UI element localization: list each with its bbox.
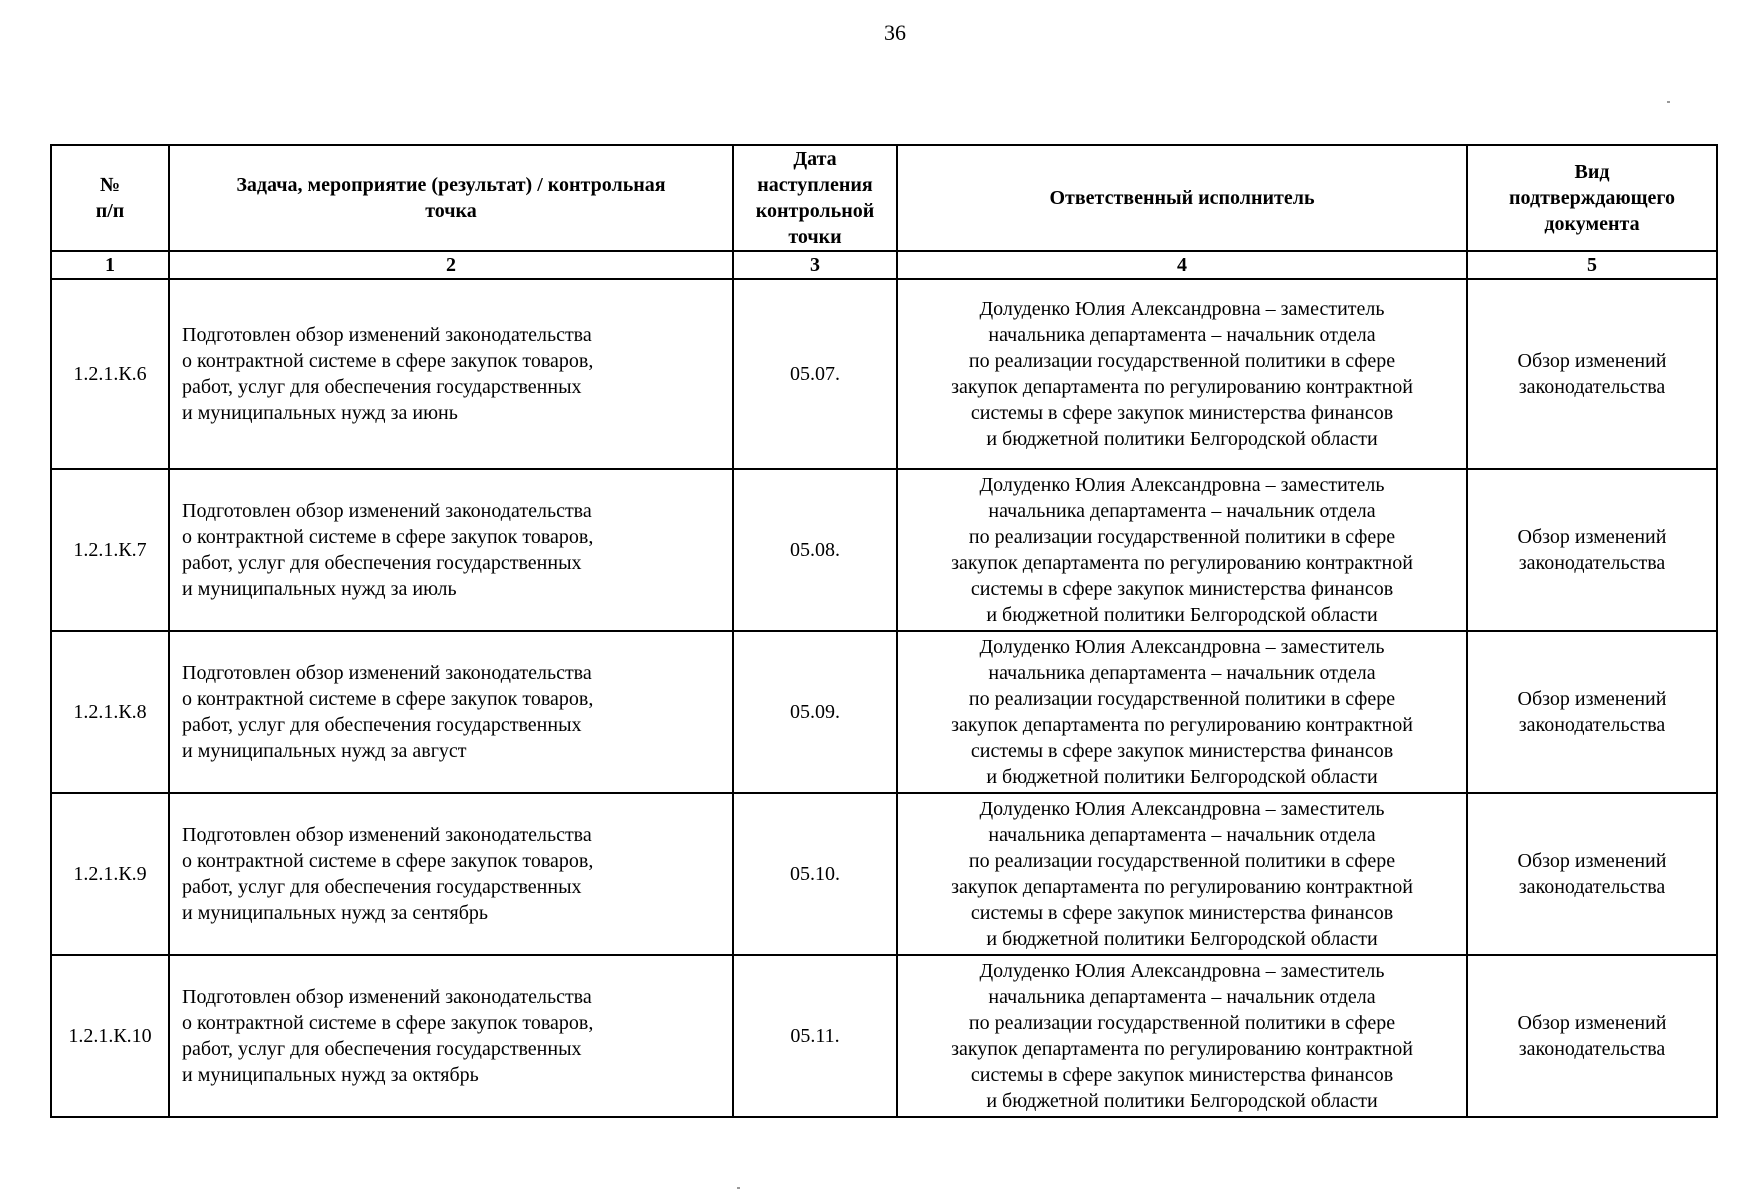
task-line: работ, услуг для обеспечения государственных	[182, 552, 582, 574]
row-task	[169, 631, 733, 793]
task-line: о контрактной системе в сфере закупок товаров,	[182, 350, 594, 372]
responsible-line: начальника департамента – начальник отдела	[988, 324, 1376, 346]
responsible-line: и бюджетной политики Белгородской области	[986, 428, 1378, 450]
row-date: 05.09.	[733, 631, 897, 793]
task-line: и муниципальных нужд за октябрь	[182, 1064, 479, 1086]
control-points-table	[50, 144, 1718, 1118]
responsible-line: закупок департамента по регулированию контрактной	[951, 876, 1413, 898]
task-line: и муниципальных нужд за август	[182, 740, 467, 762]
table-row	[51, 469, 1717, 631]
responsible-line: системы в сфере закупок министерства финансов	[970, 1064, 1394, 1086]
row-number: 1.2.1.К.8	[51, 631, 169, 793]
row-document-type	[1467, 469, 1717, 631]
document-line: законодательства	[1518, 876, 1666, 898]
document-line: законодательства	[1518, 714, 1666, 736]
row-task	[169, 955, 733, 1117]
row-date: 05.07.	[733, 279, 897, 469]
document-line: Обзор изменений	[1517, 1012, 1667, 1034]
task-line: о контрактной системе в сфере закупок товаров,	[182, 526, 594, 548]
header-number	[51, 145, 169, 251]
header-number-line: №	[99, 174, 121, 196]
column-number: 3	[733, 251, 897, 279]
responsible-line: системы в сфере закупок министерства финансов	[970, 578, 1394, 600]
task-line: Подготовлен обзор изменений законодательства	[182, 500, 592, 522]
task-line: работ, услуг для обеспечения государственных	[182, 714, 582, 736]
row-responsible	[897, 631, 1467, 793]
table-row	[51, 631, 1717, 793]
table-header-row	[51, 145, 1717, 251]
responsible-line: начальника департамента – начальник отдела	[988, 824, 1376, 846]
row-responsible	[897, 469, 1467, 631]
responsible-line: начальника департамента – начальник отдела	[988, 986, 1376, 1008]
row-date: 05.11.	[733, 955, 897, 1117]
scan-speck	[737, 1187, 740, 1189]
task-line: Подготовлен обзор изменений законодательства	[182, 324, 592, 346]
header-document-line: документа	[1544, 213, 1640, 235]
header-task	[169, 145, 733, 251]
task-line: о контрактной системе в сфере закупок товаров,	[182, 688, 594, 710]
column-number-row	[51, 251, 1717, 279]
responsible-line: по реализации государственной политики в сфере	[968, 526, 1396, 548]
task-line: Подготовлен обзор изменений законодательства	[182, 986, 592, 1008]
column-number: 1	[51, 251, 169, 279]
row-date: 05.10.	[733, 793, 897, 955]
task-line: и муниципальных нужд за сентябрь	[182, 902, 489, 924]
row-responsible	[897, 955, 1467, 1117]
header-date-line: Дата	[793, 148, 837, 170]
header-date-line: контрольной	[755, 200, 875, 222]
header-number-line: п/п	[95, 200, 125, 222]
responsible-line: и бюджетной политики Белгородской области	[986, 604, 1378, 626]
responsible-line: системы в сфере закупок министерства финансов	[970, 402, 1394, 424]
table-row	[51, 955, 1717, 1117]
document-line: законодательства	[1518, 1038, 1666, 1060]
row-task	[169, 793, 733, 955]
responsible-line: по реализации государственной политики в сфере	[968, 1012, 1396, 1034]
row-document-type	[1467, 631, 1717, 793]
row-number: 1.2.1.К.9	[51, 793, 169, 955]
row-document-type	[1467, 955, 1717, 1117]
row-number: 1.2.1.К.6	[51, 279, 169, 469]
responsible-line: системы в сфере закупок министерства финансов	[970, 740, 1394, 762]
task-line: Подготовлен обзор изменений законодательства	[182, 824, 592, 846]
row-responsible	[897, 793, 1467, 955]
responsible-line: по реализации государственной политики в сфере	[968, 850, 1396, 872]
table-row	[51, 793, 1717, 955]
responsible-line: по реализации государственной политики в сфере	[968, 350, 1396, 372]
row-date: 05.08.	[733, 469, 897, 631]
responsible-line: закупок департамента по регулированию контрактной	[951, 552, 1413, 574]
responsible-line: по реализации государственной политики в сфере	[968, 688, 1396, 710]
header-document-type	[1467, 145, 1717, 251]
responsible-line: Долуденко Юлия Александровна – заместитель	[979, 960, 1385, 982]
responsible-line: начальника департамента – начальник отдела	[988, 662, 1376, 684]
document-line: Обзор изменений	[1517, 350, 1667, 372]
task-line: о контрактной системе в сфере закупок товаров,	[182, 1012, 594, 1034]
task-line: о контрактной системе в сфере закупок товаров,	[182, 850, 594, 872]
row-document-type	[1467, 793, 1717, 955]
responsible-line: начальника департамента – начальник отдела	[988, 500, 1376, 522]
table-row	[51, 279, 1717, 469]
task-line: Подготовлен обзор изменений законодательства	[182, 662, 592, 684]
row-number: 1.2.1.К.7	[51, 469, 169, 631]
responsible-line: Долуденко Юлия Александровна – заместитель	[979, 636, 1385, 658]
scan-speck	[1667, 101, 1670, 103]
column-number: 2	[169, 251, 733, 279]
responsible-line: Долуденко Юлия Александровна – заместитель	[979, 474, 1385, 496]
column-number: 5	[1467, 251, 1717, 279]
row-task	[169, 469, 733, 631]
document-line: законодательства	[1518, 552, 1666, 574]
header-document-line: Вид	[1574, 161, 1610, 183]
task-line: и муниципальных нужд за июль	[182, 578, 457, 600]
document-line: Обзор изменений	[1517, 850, 1667, 872]
task-line: и муниципальных нужд за июнь	[182, 402, 458, 424]
header-date-line: точки	[788, 226, 842, 248]
header-task-line: точка	[425, 200, 477, 222]
header-date	[733, 145, 897, 251]
document-line: Обзор изменений	[1517, 526, 1667, 548]
row-task	[169, 279, 733, 469]
row-responsible	[897, 279, 1467, 469]
responsible-line: системы в сфере закупок министерства финансов	[970, 902, 1394, 924]
responsible-line: Долуденко Юлия Александровна – заместитель	[979, 798, 1385, 820]
responsible-line: и бюджетной политики Белгородской области	[986, 1090, 1378, 1112]
task-line: работ, услуг для обеспечения государственных	[182, 1038, 582, 1060]
header-responsible: Ответственный исполнитель	[897, 145, 1467, 251]
page-number: 36	[884, 20, 906, 45]
responsible-line: и бюджетной политики Белгородской области	[986, 928, 1378, 950]
header-task-line: Задача, мероприятие (результат) / контрольная	[236, 174, 666, 196]
document-line: законодательства	[1518, 376, 1666, 398]
responsible-line: закупок департамента по регулированию контрактной	[951, 1038, 1413, 1060]
responsible-line: закупок департамента по регулированию контрактной	[951, 376, 1413, 398]
row-number: 1.2.1.К.10	[51, 955, 169, 1117]
header-date-line: наступления	[757, 174, 873, 196]
task-line: работ, услуг для обеспечения государственных	[182, 876, 582, 898]
header-document-line: подтверждающего	[1509, 187, 1675, 209]
row-document-type	[1467, 279, 1717, 469]
responsible-line: закупок департамента по регулированию контрактной	[951, 714, 1413, 736]
column-number: 4	[897, 251, 1467, 279]
task-line: работ, услуг для обеспечения государственных	[182, 376, 582, 398]
responsible-line: Долуденко Юлия Александровна – заместитель	[979, 298, 1385, 320]
responsible-line: и бюджетной политики Белгородской области	[986, 766, 1378, 788]
document-line: Обзор изменений	[1517, 688, 1667, 710]
